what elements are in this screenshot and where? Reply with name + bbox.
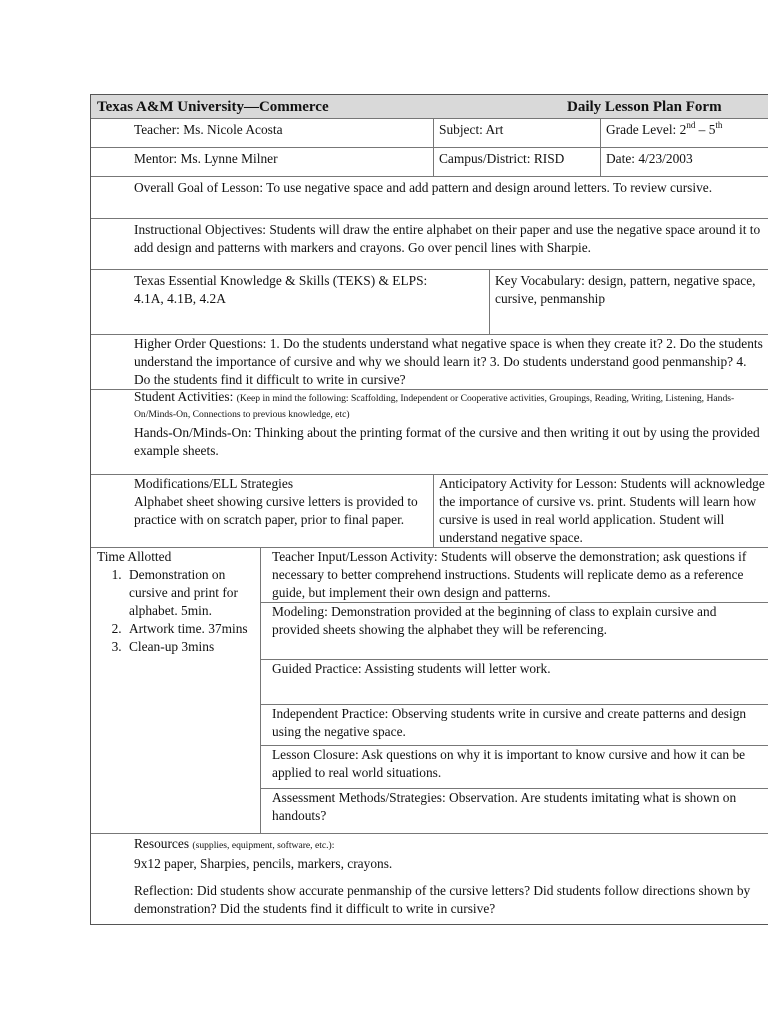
time-item: 3. Clean-up 3mins bbox=[125, 638, 256, 656]
overall-goal: Overall Goal of Lesson: To use negative space and add pattern and design around letters. To review cursive. bbox=[134, 180, 713, 195]
guided-practice: Guided Practice: Assisting students will letter work. bbox=[261, 660, 768, 705]
lesson-activities bbox=[261, 548, 768, 833]
student-activities-label: Student Activities: bbox=[134, 389, 237, 404]
student-activities bbox=[91, 390, 768, 474]
goal-row bbox=[91, 177, 768, 219]
modifications-row bbox=[91, 475, 768, 548]
form-header bbox=[91, 95, 768, 119]
resources-row bbox=[91, 834, 768, 924]
grade-level-field bbox=[600, 119, 768, 147]
teks-field bbox=[91, 270, 489, 334]
lesson-closure: Lesson Closure: Ask questions on why it is important to know cursive and how it can be applied to real world situations. bbox=[261, 746, 768, 789]
hands-on-minds-on: Hands-On/Minds-On: Thinking about the printing format of the cursive and then writing it out by using the provided example sheets. bbox=[134, 425, 760, 458]
grade-sup-2: th bbox=[715, 119, 723, 130]
teacher-input: Teacher Input/Lesson Activity: Students will observe the demonstration; ask questions if necessary to better comprehend instructions. Students will replicate demo as a reference guide, but implement their own design and patterns. bbox=[261, 548, 768, 603]
higher-order-row bbox=[91, 335, 768, 390]
student-activities-note: (Keep in mind the following: Scaffolding, Independent or Cooperative activities, Groupings, Reading, Writing, Listening, Hands-On/Minds-On, Connections to previous knowledge, etc) bbox=[134, 393, 735, 420]
grade-mid: – 5 bbox=[695, 122, 716, 137]
mentor-field: Mentor: Ms. Lynne Milner bbox=[134, 151, 278, 166]
student-activities-row bbox=[91, 390, 768, 475]
modifications-label: Modifications/ELL Strategies bbox=[134, 476, 294, 491]
university-name: Texas A&M University—Commerce bbox=[97, 98, 329, 115]
objectives-row bbox=[91, 219, 768, 270]
teacher-field: Teacher: Ms. Nicole Acosta bbox=[134, 122, 283, 137]
resources-note: (supplies, equipment, software, etc.): bbox=[192, 840, 335, 851]
resources-field bbox=[91, 834, 768, 924]
lesson-plan-form bbox=[90, 94, 768, 925]
instructional-objectives: Instructional Objectives: Students will draw the entire alphabet on their paper and use the negative space around it to add design and patterns with markers and crayons. Go over pencil lines with Sharpie. bbox=[134, 222, 761, 255]
time-allotted bbox=[91, 548, 261, 833]
time-list bbox=[97, 566, 256, 656]
modifications-field bbox=[91, 475, 433, 547]
time-item: 2. Artwork time. 37mins bbox=[125, 620, 256, 638]
independent-practice: Independent Practice: Observing students write in cursive and create patterns and design using the negative space. bbox=[261, 705, 768, 746]
modeling: Modeling: Demonstration provided at the beginning of class to explain cursive and provided sheets showing the alphabet they will be referencing. bbox=[261, 603, 768, 660]
time-item: 1. Demonstration on cursive and print for alphabet. 5min. bbox=[125, 566, 256, 620]
anticipatory-activity: Anticipatory Activity for Lesson: Students will acknowledge the importance of cursive vs. print. Students will learn how cursive is used in real world application. Student will understand negative space. bbox=[433, 475, 768, 547]
teks-row bbox=[91, 270, 768, 335]
teks-value: 4.1A, 4.1B, 4.2A bbox=[134, 291, 226, 306]
grade-sup-1: nd bbox=[686, 119, 696, 130]
campus-field: Campus/District: RISD bbox=[433, 148, 600, 176]
date-field: Date: 4/23/2003 bbox=[600, 148, 768, 176]
modifications-text: Alphabet sheet showing cursive letters is provided to practice with on scratch paper, prior to final paper. bbox=[134, 494, 418, 527]
lesson-activities-row bbox=[91, 548, 768, 834]
assessment-methods: Assessment Methods/Strategies: Observation. Are students imitating what is shown on handouts? bbox=[272, 790, 737, 823]
reflection: Reflection: Did students show accurate penmanship of the cursive letters? Did students follow directions shown by demonstration? Did the students find it difficult to write in cursive? bbox=[134, 883, 751, 916]
higher-order-questions: Higher Order Questions: 1. Do the students understand what negative space is when they create it? 2. Do the students understand the importance of cursive and why we should learn it? 3. Do students understand good penmanship? 4. Do the students find it difficult to write in cursive? bbox=[134, 336, 763, 387]
resources-text: 9x12 paper, Sharpies, pencils, markers, crayons. bbox=[134, 856, 393, 871]
form-title: Daily Lesson Plan Form bbox=[567, 98, 722, 115]
mentor-row bbox=[91, 148, 768, 177]
teacher-row bbox=[91, 119, 768, 148]
resources-label: Resources bbox=[134, 836, 193, 851]
teks-label: Texas Essential Knowledge & Skills (TEKS) & ELPS: bbox=[134, 273, 428, 288]
grade-prefix: Grade Level: 2 bbox=[606, 122, 687, 137]
key-vocabulary: Key Vocabulary: design, pattern, negative space, cursive, penmanship bbox=[489, 270, 768, 334]
time-allotted-label: Time Allotted bbox=[97, 549, 172, 564]
subject-field: Subject: Art bbox=[433, 119, 600, 147]
